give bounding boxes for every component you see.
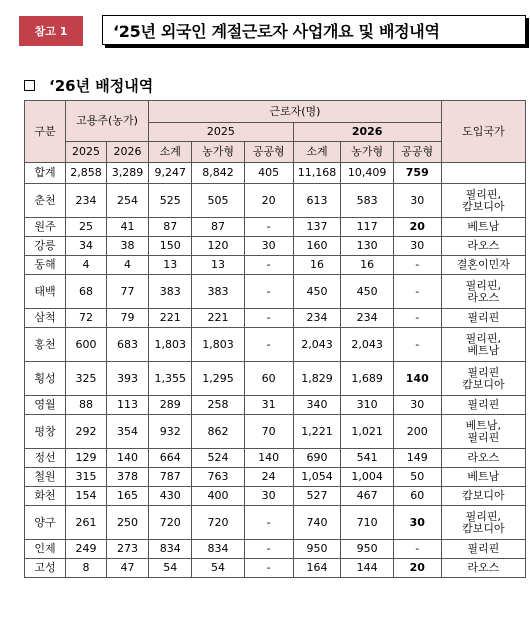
header-workers: 근로자(명)	[149, 101, 442, 123]
cell-e25: 154	[65, 487, 106, 506]
cell-w26s: 527	[293, 487, 341, 506]
cell-w26p: 30	[393, 506, 441, 540]
table-row	[25, 309, 526, 328]
cell-w25s: 150	[149, 237, 192, 256]
cell-e25: 88	[65, 396, 106, 415]
cell-w25s: 834	[149, 540, 192, 559]
cell-e26: 393	[106, 362, 148, 396]
cell-w26p: 50	[393, 468, 441, 487]
cell-w26p: 20	[393, 218, 441, 237]
cell-w25f: 720	[192, 506, 244, 540]
header-public-2025: 공공형	[244, 142, 293, 163]
cell-w25p: -	[244, 218, 293, 237]
cell-e26: 683	[106, 328, 148, 362]
cell-w25p: 24	[244, 468, 293, 487]
cell-w26p: 20	[393, 559, 441, 578]
cell-w25f: 1,803	[192, 328, 244, 362]
cell-w25s: 221	[149, 309, 192, 328]
cell-w25p: -	[244, 506, 293, 540]
cell-country	[441, 163, 525, 184]
cell-country: 필리핀	[441, 396, 525, 415]
cell-name: 강릉	[25, 237, 66, 256]
cell-e25: 315	[65, 468, 106, 487]
cell-w25p: 60	[244, 362, 293, 396]
cell-e25: 600	[65, 328, 106, 362]
cell-e26: 79	[106, 309, 148, 328]
cell-e25: 4	[65, 256, 106, 275]
cell-name: 정선	[25, 449, 66, 468]
cell-w26s: 2,043	[293, 328, 341, 362]
table-row	[25, 487, 526, 506]
header-workers-2025: 2025	[149, 123, 294, 142]
cell-e26: 4	[106, 256, 148, 275]
cell-w26f: 10,409	[341, 163, 393, 184]
cell-e25: 325	[65, 362, 106, 396]
cell-w25f: 8,842	[192, 163, 244, 184]
cell-w26f: 1,021	[341, 415, 393, 449]
header-employers: 고용주(농가)	[65, 101, 148, 142]
cell-country: 필리핀, 캄보디아	[441, 184, 525, 218]
cell-w25s: 932	[149, 415, 192, 449]
cell-e25: 34	[65, 237, 106, 256]
cell-w25s: 87	[149, 218, 192, 237]
cell-w26p: 30	[393, 237, 441, 256]
cell-e25: 292	[65, 415, 106, 449]
cell-e26: 140	[106, 449, 148, 468]
cell-w26s: 234	[293, 309, 341, 328]
cell-country: 필리핀 캄보디아	[441, 362, 525, 396]
cell-country: 필리핀	[441, 540, 525, 559]
cell-w26f: 541	[341, 449, 393, 468]
cell-w26p: 140	[393, 362, 441, 396]
cell-w25p: 30	[244, 487, 293, 506]
header-subtotal-2025: 소계	[149, 142, 192, 163]
cell-country: 라오스	[441, 237, 525, 256]
header-farm-2026: 농가형	[341, 142, 393, 163]
cell-w25f: 834	[192, 540, 244, 559]
table-row	[25, 328, 526, 362]
table-row	[25, 184, 526, 218]
cell-w25s: 54	[149, 559, 192, 578]
cell-w25p: 405	[244, 163, 293, 184]
cell-e25: 249	[65, 540, 106, 559]
cell-name: 고성	[25, 559, 66, 578]
cell-name: 태백	[25, 275, 66, 309]
cell-w26f: 583	[341, 184, 393, 218]
cell-name: 철원	[25, 468, 66, 487]
cell-w26s: 450	[293, 275, 341, 309]
section-heading	[24, 75, 153, 96]
cell-name: 횡성	[25, 362, 66, 396]
header-country: 도입국가	[441, 101, 525, 163]
cell-e25: 68	[65, 275, 106, 309]
cell-w25p: -	[244, 328, 293, 362]
cell-name: 홍천	[25, 328, 66, 362]
cell-e26: 250	[106, 506, 148, 540]
cell-e25: 129	[65, 449, 106, 468]
table-row	[25, 415, 526, 449]
cell-w26p: 60	[393, 487, 441, 506]
header-public-2026: 공공형	[393, 142, 441, 163]
cell-w26p: 30	[393, 396, 441, 415]
allocation-table	[24, 100, 526, 578]
table-row	[25, 468, 526, 487]
cell-w26f: 950	[341, 540, 393, 559]
cell-w25f: 505	[192, 184, 244, 218]
cell-w25f: 862	[192, 415, 244, 449]
cell-name: 원주	[25, 218, 66, 237]
cell-w25f: 524	[192, 449, 244, 468]
cell-e25: 72	[65, 309, 106, 328]
cell-w26s: 690	[293, 449, 341, 468]
cell-country: 필리핀, 캄보디아	[441, 506, 525, 540]
cell-name: 화천	[25, 487, 66, 506]
cell-w26p: 30	[393, 184, 441, 218]
cell-w26p: -	[393, 309, 441, 328]
cell-w25p: -	[244, 256, 293, 275]
cell-w25s: 13	[149, 256, 192, 275]
cell-name: 동해	[25, 256, 66, 275]
header-farm-2025: 농가형	[192, 142, 244, 163]
cell-w26f: 1,004	[341, 468, 393, 487]
document-title: ‘25년 외국인 계절근로자 사업개요 및 배정내역	[102, 15, 526, 45]
cell-w26f: 234	[341, 309, 393, 328]
cell-w25s: 383	[149, 275, 192, 309]
table-row	[25, 362, 526, 396]
cell-w26f: 1,689	[341, 362, 393, 396]
cell-country: 베트남	[441, 468, 525, 487]
cell-w25f: 221	[192, 309, 244, 328]
table-row	[25, 256, 526, 275]
cell-w25s: 289	[149, 396, 192, 415]
cell-w25p: -	[244, 275, 293, 309]
cell-w26s: 11,168	[293, 163, 341, 184]
cell-w25f: 763	[192, 468, 244, 487]
cell-w26f: 310	[341, 396, 393, 415]
table-row	[25, 396, 526, 415]
cell-name: 평창	[25, 415, 66, 449]
cell-w26s: 164	[293, 559, 341, 578]
cell-w26s: 613	[293, 184, 341, 218]
cell-w25f: 400	[192, 487, 244, 506]
table-row	[25, 237, 526, 256]
cell-w26f: 710	[341, 506, 393, 540]
cell-w25p: 20	[244, 184, 293, 218]
cell-w25f: 87	[192, 218, 244, 237]
cell-w25f: 13	[192, 256, 244, 275]
cell-e25: 261	[65, 506, 106, 540]
cell-w26f: 467	[341, 487, 393, 506]
cell-name: 영월	[25, 396, 66, 415]
table-row	[25, 506, 526, 540]
cell-w25s: 787	[149, 468, 192, 487]
cell-name: 춘천	[25, 184, 66, 218]
cell-e25: 2,858	[65, 163, 106, 184]
header-employers-2026: 2026	[106, 142, 148, 163]
table-row	[25, 449, 526, 468]
cell-w25f: 258	[192, 396, 244, 415]
cell-country: 캄보디아	[441, 487, 525, 506]
cell-w26s: 340	[293, 396, 341, 415]
cell-e26: 273	[106, 540, 148, 559]
section-heading-text: ‘26년 배정내역	[49, 77, 154, 95]
cell-w26s: 1,054	[293, 468, 341, 487]
cell-w26p: -	[393, 540, 441, 559]
checkbox-square-icon	[24, 80, 35, 91]
cell-name: 합계	[25, 163, 66, 184]
cell-w25s: 525	[149, 184, 192, 218]
cell-w26s: 1,829	[293, 362, 341, 396]
cell-w26s: 1,221	[293, 415, 341, 449]
cell-e25: 234	[65, 184, 106, 218]
cell-e26: 41	[106, 218, 148, 237]
cell-w26p: 200	[393, 415, 441, 449]
cell-name: 삼척	[25, 309, 66, 328]
cell-country: 베트남, 필리핀	[441, 415, 525, 449]
cell-w26p: -	[393, 275, 441, 309]
cell-e26: 378	[106, 468, 148, 487]
cell-w26p: -	[393, 256, 441, 275]
reference-badge: 참고 1	[19, 16, 83, 46]
cell-country: 필리핀, 베트남	[441, 328, 525, 362]
cell-w25p: 70	[244, 415, 293, 449]
cell-country: 베트남	[441, 218, 525, 237]
header-employers-2025: 2025	[65, 142, 106, 163]
cell-e26: 47	[106, 559, 148, 578]
cell-w25s: 1,803	[149, 328, 192, 362]
cell-e26: 254	[106, 184, 148, 218]
cell-e26: 354	[106, 415, 148, 449]
cell-country: 라오스	[441, 559, 525, 578]
header-workers-2026: 2026	[293, 123, 441, 142]
cell-country: 필리핀, 라오스	[441, 275, 525, 309]
cell-w25s: 664	[149, 449, 192, 468]
cell-w26f: 450	[341, 275, 393, 309]
table-row	[25, 163, 526, 184]
cell-w26s: 950	[293, 540, 341, 559]
cell-w25p: -	[244, 540, 293, 559]
cell-e26: 113	[106, 396, 148, 415]
cell-w26p: -	[393, 328, 441, 362]
cell-country: 필리핀	[441, 309, 525, 328]
cell-w25s: 720	[149, 506, 192, 540]
cell-e26: 3,289	[106, 163, 148, 184]
cell-w26s: 137	[293, 218, 341, 237]
cell-w25s: 1,355	[149, 362, 192, 396]
cell-e26: 165	[106, 487, 148, 506]
cell-w25f: 383	[192, 275, 244, 309]
cell-w25p: -	[244, 559, 293, 578]
cell-w26s: 740	[293, 506, 341, 540]
cell-w26s: 16	[293, 256, 341, 275]
table-row	[25, 218, 526, 237]
cell-w26f: 130	[341, 237, 393, 256]
cell-e26: 77	[106, 275, 148, 309]
cell-w26p: 149	[393, 449, 441, 468]
cell-w25s: 9,247	[149, 163, 192, 184]
table-row	[25, 275, 526, 309]
header-subtotal-2026: 소계	[293, 142, 341, 163]
cell-e25: 8	[65, 559, 106, 578]
cell-w25f: 120	[192, 237, 244, 256]
cell-name: 인제	[25, 540, 66, 559]
cell-w25f: 1,295	[192, 362, 244, 396]
table-row	[25, 540, 526, 559]
cell-w25p: -	[244, 309, 293, 328]
cell-w25p: 140	[244, 449, 293, 468]
header-region: 구분	[25, 101, 66, 163]
cell-w25p: 31	[244, 396, 293, 415]
cell-w26f: 16	[341, 256, 393, 275]
cell-w26f: 2,043	[341, 328, 393, 362]
cell-w26f: 144	[341, 559, 393, 578]
cell-w26f: 117	[341, 218, 393, 237]
cell-w25f: 54	[192, 559, 244, 578]
table-row	[25, 559, 526, 578]
cell-e26: 38	[106, 237, 148, 256]
cell-w25p: 30	[244, 237, 293, 256]
cell-country: 라오스	[441, 449, 525, 468]
cell-country: 결혼이민자	[441, 256, 525, 275]
cell-name: 양구	[25, 506, 66, 540]
cell-w26p: 759	[393, 163, 441, 184]
cell-e25: 25	[65, 218, 106, 237]
cell-w26s: 160	[293, 237, 341, 256]
cell-w25s: 430	[149, 487, 192, 506]
